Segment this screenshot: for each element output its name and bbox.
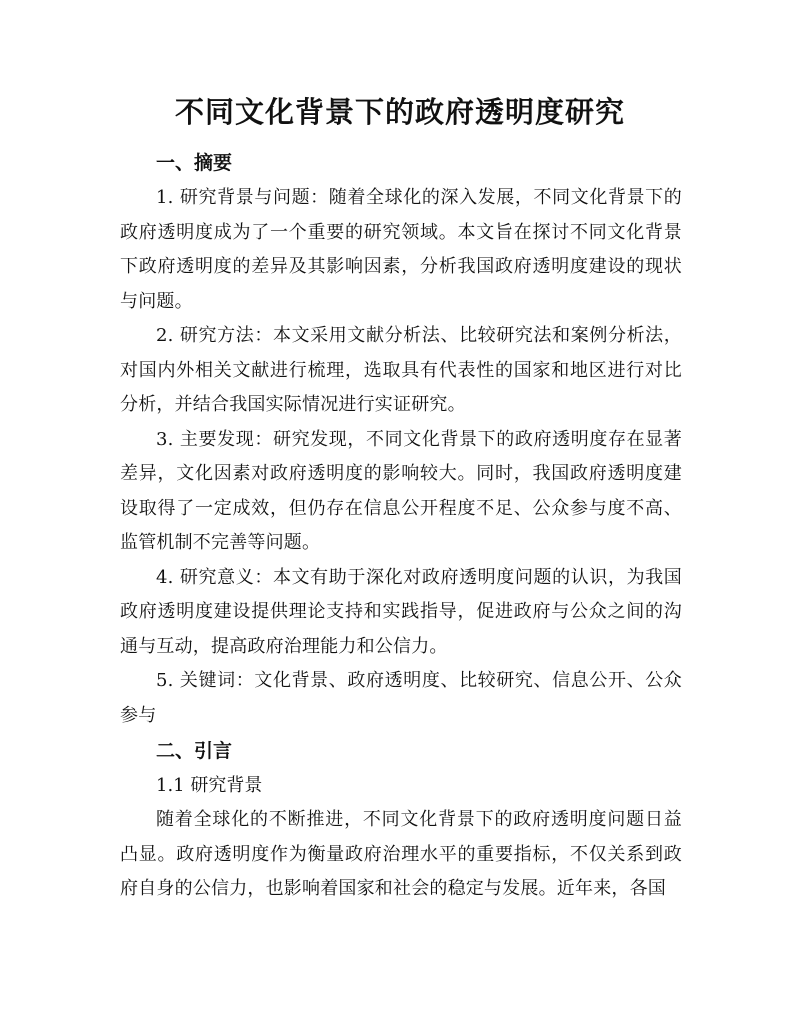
abstract-item-keywords: 5. 关键词：文化背景、政府透明度、比较研究、信息公开、公众参与 bbox=[120, 670, 682, 726]
document-title: 不同文化背景下的政府透明度研究 bbox=[174, 95, 625, 129]
introduction-paragraph: 随着全球化的不断推进，不同文化背景下的政府透明度问题日益凸显。政府透明度作为衡量政府治理水平的重要指标，不仅关系到政府自身的公信力，也影响着国家和社会的稳定与发展。近年来，各国 bbox=[120, 809, 682, 899]
abstract-item-methods: 2. 研究方法：本文采用文献分析法、比较研究法和案例分析法，对国内外相关文献进行梳理，选取具有代表性的国家和地区进行对比分析，并结合我国实际情况进行实证研究。 bbox=[120, 325, 682, 415]
subsection-heading-background: 1.1 研究背景 bbox=[156, 775, 263, 796]
section-heading-introduction: 二、引言 bbox=[156, 740, 233, 762]
document-body bbox=[120, 145, 682, 907]
abstract-item-significance: 4. 研究意义：本文有助于深化对政府透明度问题的认识，为我国政府透明度建设提供理论支持和实践指导，促进政府与公众之间的沟通与互动，提高政府治理能力和公信力。 bbox=[120, 566, 682, 657]
abstract-item-findings: 3. 主要发现：研究发现，不同文化背景下的政府透明度存在显著差异，文化因素对政府透明度的影响较大。同时，我国政府透明度建设取得了一定成效，但仍存在信息公开程度不足、公众参与度不高、监管机制不完善等问题。 bbox=[120, 428, 682, 553]
section-heading-abstract: 一、摘要 bbox=[156, 152, 233, 174]
abstract-item-background: 1. 研究背景与问题：随着全球化的深入发展，不同文化背景下的政府透明度成为了一个重要的研究领域。本文旨在探讨不同文化背景下政府透明度的差异及其影响因素，分析我国政府透明度建设的现状与问题。 bbox=[120, 187, 682, 312]
